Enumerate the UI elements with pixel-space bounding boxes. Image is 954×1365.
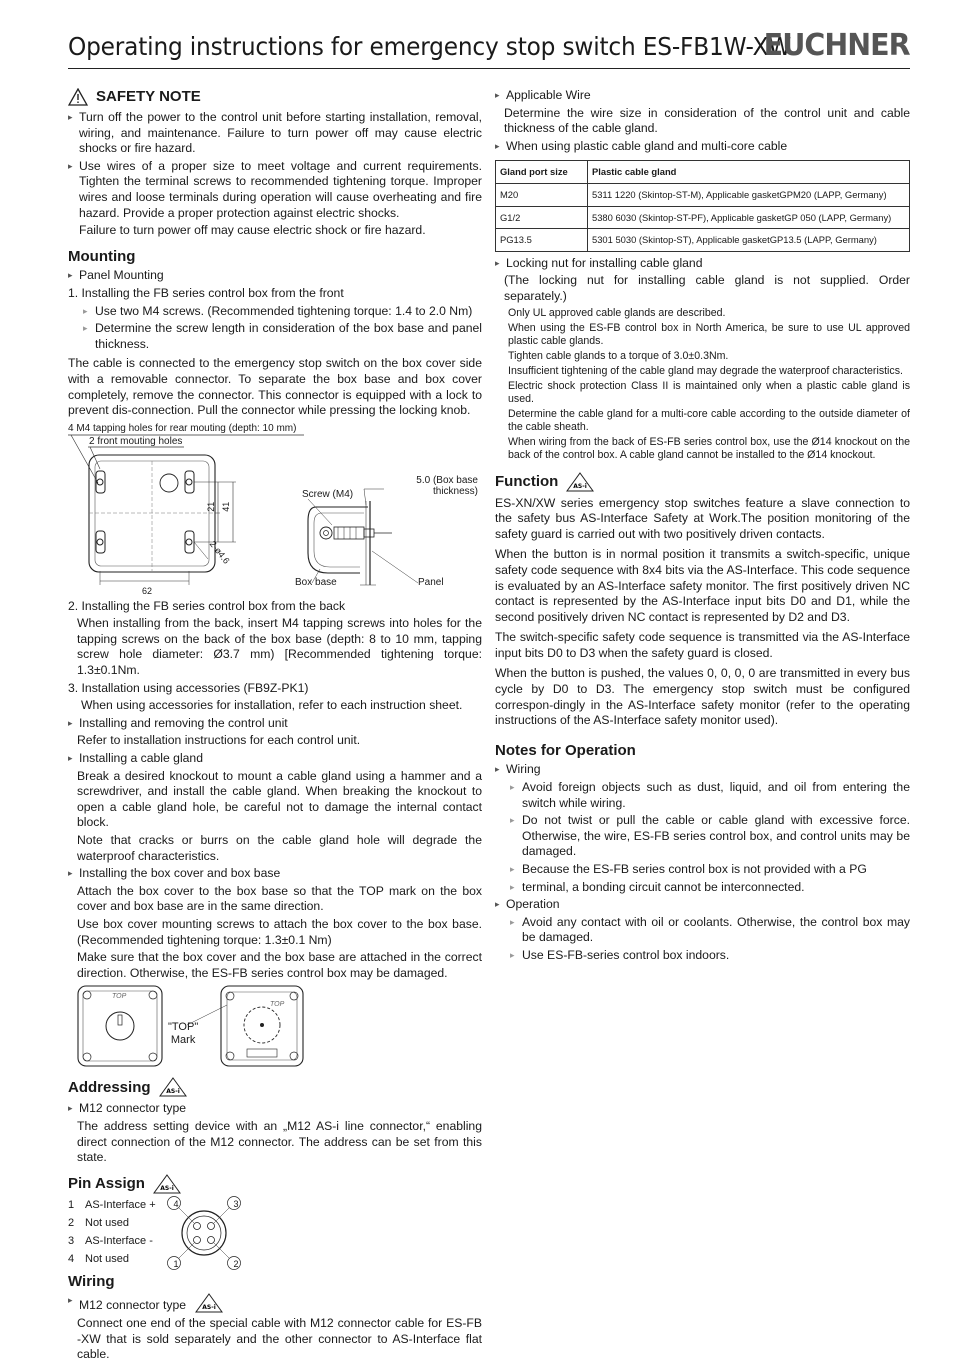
pin-row: 2 Not used (68, 1216, 130, 1229)
label-box-base: Box base (295, 576, 337, 588)
pin-circle-2: 2 (233, 1258, 239, 1269)
table-header: Plastic cable gland (588, 161, 910, 184)
pin-circle-3: 3 (233, 1198, 239, 1209)
safety-item: ▸ Use wires of a proper size to meet voltage and current requirements. Tighten the terminal screws to recommended tightening torque. Improper wires and loose terminals during operation will cause overheating and fire hazard. Provide a proper protection against electric shocks. (68, 159, 482, 221)
plastic-gland-item: ▸ When using plastic cable gland and multi-core cable (495, 139, 910, 155)
mounting-heading: Mounting (68, 247, 136, 265)
svg-text:AS-i: AS-i (573, 482, 588, 490)
step-2-text: When installing from the back, insert M4 tapping screws into holes for the tapping screws on the back of the box base (depth: 8 to 10 mm, tapping screw hole diameter: Ø3.7 mm) [Recommended tightening torque: 1.3±0.1Nm. (77, 616, 482, 678)
notes-operation-item: ▸ Use ES-FB-series control box indoors. (495, 948, 910, 964)
function-para: When the button is pushed, the values 0, 0, 0, 0 are transmitted in every bus cycle by D0 to D3. The emergency stop switch must be configured correspon-dingly in the AS-Interface safety monitor (refer to the operating instructions of the AS-Interface safety monitor used). (495, 666, 910, 728)
label-thickness: 5.0 (Box base thickness) (416, 474, 478, 497)
svg-text:AS-i: AS-i (202, 1304, 217, 1312)
wiring-text: Connect one end of the special cable with M12 connector cable for ES-FB -XW that is sold separately and the other connector to AS-Interface flat cable. (77, 1315, 482, 1362)
step-1-sub: ▸ Use two M4 screws. (Recommended tightening torque: 1.4 to 2.0 Nm) (68, 304, 482, 320)
table-cell: G1/2 (496, 206, 588, 229)
page-title: Operating instructions for emergency stop switch ES-FB1W-XW (68, 32, 792, 61)
cable-gland-table (495, 160, 910, 251)
right-column (495, 88, 910, 966)
page-header (68, 30, 910, 69)
gland-text-1: Break a desired knockout to mount a cable gland using a hammer and a screwdriver, and install the cable gland. When breaking the knockout to open a cable gland hole, be careful not to damage the internal contact block. (77, 768, 482, 830)
wire-text: Determine the wire size in consideration of the control unit and cable thickness of the cable gland. (504, 105, 910, 136)
step-1: 1. Installing the FB series control box from the front (68, 285, 344, 300)
table-cell: PG13.5 (496, 229, 588, 252)
warning-icon (68, 88, 88, 106)
function-para: The switch-specific safety code sequence is transmitted via the AS-Interface input bits D0 to D3 when the safety guard is closed. (495, 630, 910, 660)
step-3: 3. Installation using accessories (FB9Z-PK1) (68, 680, 309, 695)
wiring-item: ▸ M12 connector type AS-i (68, 1293, 482, 1314)
top-label-cover: TOP (112, 993, 127, 1001)
gland-text-2: Note that cracks or burrs on the cable gland hole will degrade the waterproof characteristics. (77, 833, 482, 863)
function-para: When the button is in normal position it transmits a switch-specific, unique safety code sequence with 8x4 bits via the AS-Interface. This code sequence is evaluated by an AS-Interface safety monitor. The first positively driven NC contact is represented by the AS-Interface input bits D0 and D1, while the second positively driven NC contact is represented by D2 and D3. (495, 547, 910, 624)
note: Electric shock protection Class II is maintained only when a plastic cable gland is used. (508, 379, 910, 405)
dim-41: 41 (221, 501, 232, 512)
label-panel: Panel (418, 576, 444, 588)
note: Only UL approved cable glands are described. (508, 306, 726, 319)
table-cell: 5301 5030 (Skintop-ST), Applicable gasketGP13.5 (LAPP, Germany) (588, 229, 910, 252)
install-remove: ▸ Installing and removing the control unit (68, 716, 482, 732)
note: Determine the cable gland for a multi-core cable according to the outside diameter of the cable sheath. (508, 407, 910, 433)
cable-gland-item: ▸ Installing a cable gland (68, 751, 482, 767)
step-1-sub: ▸ Determine the screw length in consideration of the box base and panel thickness. (68, 321, 482, 352)
box-cover-item: ▸ Installing the box cover and box base (68, 866, 482, 882)
note: When wiring from the back of ES-FB series control box, use the Ø14 knockout on the back of the control box. A cable gland cannot be installed to the Ø14 knockout. (508, 435, 910, 461)
notes-wiring-item: ▸ Avoid foreign objects such as dust, liquid, and oil from entering the switch while wiring. (495, 780, 910, 811)
safety-extra: Failure to turn power off may cause electric shock or fire hazard. (79, 223, 426, 238)
note: Tighten cable glands to a torque of 3.0±0.3Nm. (508, 349, 729, 362)
note: When using the ES-FB control box in North America, be sure to use UL approved plastic cable glands. (508, 321, 910, 347)
top-mark-figure (68, 985, 482, 1069)
top-label-base: TOP (270, 1001, 285, 1009)
notes-operation: ▸ Operation (495, 897, 910, 913)
notes-wiring: ▸ Wiring (495, 762, 910, 778)
pin-row: 3 AS-Interface - (68, 1234, 153, 1247)
as-i-icon (159, 1077, 187, 1097)
pin-row: 1 AS-Interface + (68, 1198, 156, 1211)
locking-nut-item: ▸ Locking nut for installing cable gland (495, 256, 910, 272)
safety-heading (68, 88, 482, 106)
panel-mounting: ▸ Panel Mounting (68, 268, 482, 284)
locking-nut-text: (The locking nut for installing cable gland is not supplied. Order separately.) (504, 273, 910, 303)
note: Insufficient tightening of the cable gland may degrade the waterproof characteristics. (508, 364, 903, 377)
as-i-icon (153, 1174, 181, 1194)
dim-diameter: 2-ø4.6 (207, 538, 232, 566)
cover-text-2: Use box cover mounting screws to attach the box cover to the box base. (Recommended tightening torque: 1.3±0.1 Nm) (77, 916, 482, 947)
addressing-heading: Addressing AS-i (68, 1077, 482, 1097)
cover-text-3: Make sure that the box cover and the box base are attached in the correct direction. Otherwise, the ES-FB series control box may be damaged. (77, 950, 482, 980)
label-screw: Screw (M4) (302, 488, 354, 500)
function-heading: Function AS-i (495, 472, 910, 492)
safety-heading-text: SAFETY NOTE (96, 88, 201, 106)
notes-operation-heading: Notes for Operation (495, 741, 636, 759)
applicable-wire: ▸ Applicable Wire (495, 88, 910, 104)
table-cell: 5311 1220 (Skintop-ST-M), Applicable gasketGPM20 (LAPP, Germany) (588, 183, 910, 206)
pin-row: 4 Not used (68, 1252, 130, 1265)
dim-62: 62 (142, 585, 153, 596)
table-row (496, 206, 910, 229)
function-para: ES-XN/XW series emergency stop switches feature a slave connection to the safety bus AS-Interface Safety at Work.The position monitoring of the safety guard is carried out with two positively driven contacts. (495, 495, 910, 541)
pin-assign-block (68, 1198, 482, 1274)
euchner-logo: EUCHNER (763, 28, 910, 63)
svg-text:AS-i: AS-i (165, 1088, 180, 1096)
table-header: Gland port size (496, 161, 588, 184)
notes-wiring-item: ▸ Because the ES-FB series control box is not provided with a PG (495, 862, 910, 878)
label-rear-holes: 4 M4 tapping holes for rear mouting (depth: 10 mm) (68, 422, 297, 434)
table-cell: 5380 6030 (Skintop-ST-PF), Applicable gasketGP 050 (LAPP, Germany) (588, 206, 910, 229)
pin-circle-1: 1 (173, 1258, 179, 1269)
dim-21: 21 (206, 501, 217, 512)
wiring-heading: Wiring (68, 1272, 115, 1290)
pin-assign-heading: Pin Assign AS-i (68, 1174, 482, 1194)
as-i-icon (195, 1293, 223, 1313)
step-2: 2. Installing the FB series control box from the back (68, 598, 346, 613)
addressing-text: The address setting device with an „M12 AS-i line connector,“ enabling direct connection of the M12 connector. The address can be set from this state. (77, 1118, 482, 1165)
notes-operation-item: ▸ Avoid any contact with oil or coolants. Otherwise, the control box may be damaged. (495, 915, 910, 946)
step-3-text: When using accessories for installation, refer to each instruction sheet. (81, 698, 463, 713)
table-cell: M20 (496, 183, 588, 206)
left-column (68, 88, 482, 1365)
pin-circle-4: 4 (173, 1198, 179, 1209)
table-header-row (496, 161, 910, 184)
cover-text-1: Attach the box cover to the box base so that the TOP mark on the box cover and box base are in the same direction. (77, 883, 482, 914)
svg-text:AS-i: AS-i (160, 1184, 174, 1192)
top-mark-label: "TOP" Mark (168, 1021, 199, 1047)
as-i-icon (566, 472, 594, 492)
install-remove-text: Refer to installation instructions for each control unit. (77, 733, 361, 748)
safety-item: ▸ Turn off the power to the control unit before starting installation, removal, wiring, and maintenance. Failure to turn power off may cause electric shocks or fire hazard. (68, 110, 482, 157)
cable-text: The cable is connected to the emergency stop switch on the box cover side with a removable connector. To separate the box base and box cover completely, remove the connector. This connector is equipped with a lock to prevent dis-connection. Pull the connector while pressing the locking knob. (68, 356, 482, 418)
notes-wiring-item: ▸ terminal, a bonding circuit cannot be interconnected. (495, 880, 910, 896)
mounting-figure (68, 421, 482, 599)
addressing-item: ▸ M12 connector type (68, 1101, 482, 1117)
label-front-holes: 2 front mouting holes (89, 435, 183, 447)
table-row (496, 183, 910, 206)
notes-wiring-item: ▸ Do not twist or pull the cable or cable gland with excessive force. Otherwise, the wire, ES-FB series control box, and control units may be damaged. (495, 813, 910, 860)
table-row (496, 229, 910, 252)
